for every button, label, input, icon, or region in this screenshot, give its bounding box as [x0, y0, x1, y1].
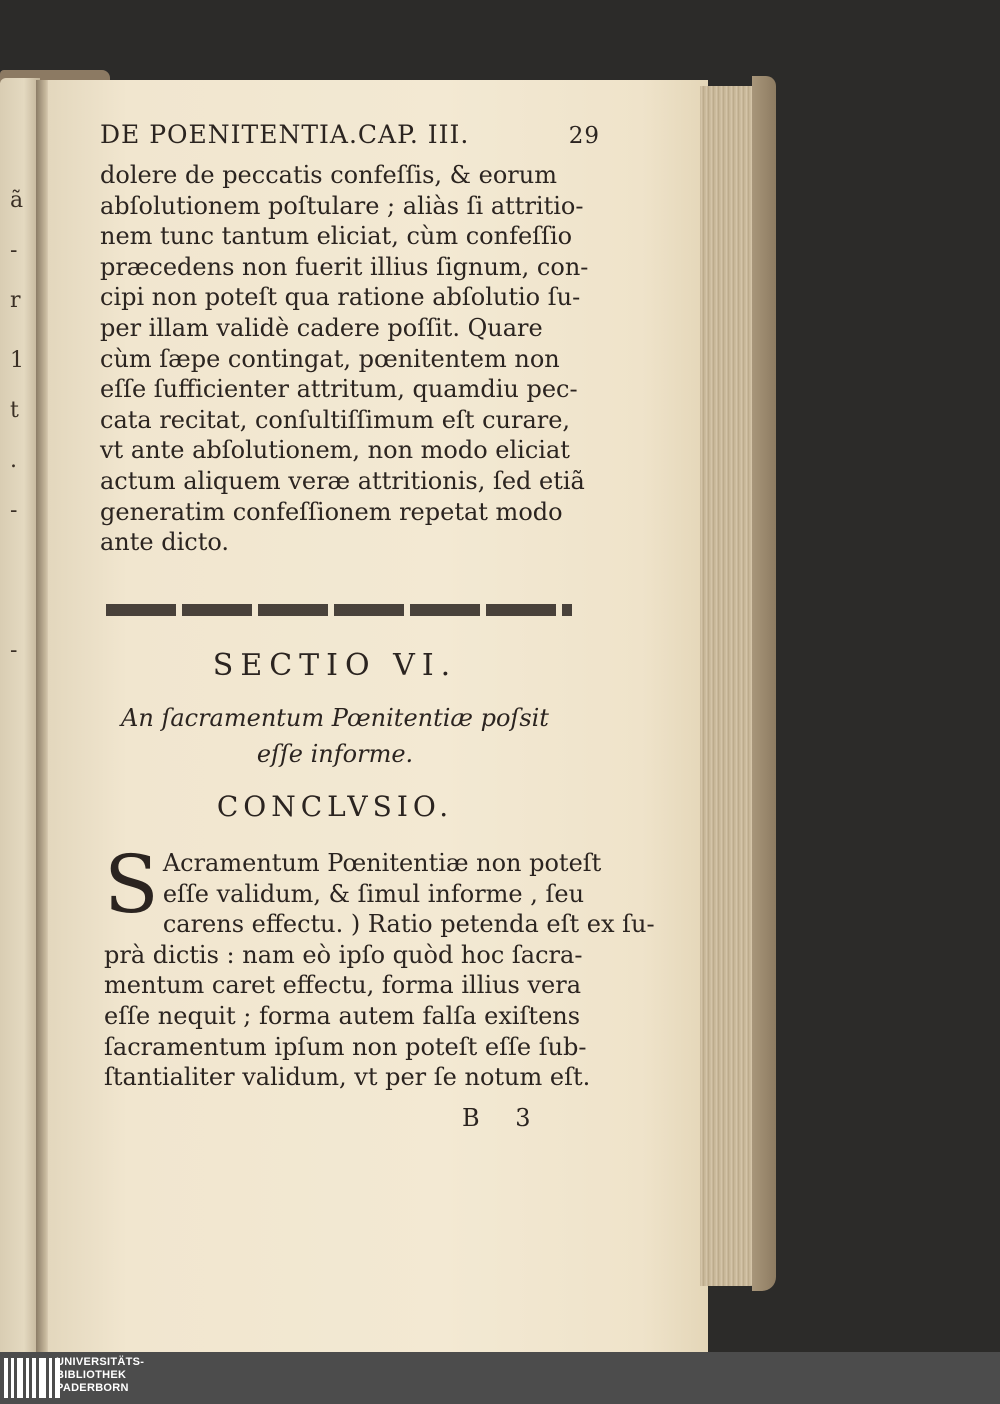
left-page-fragment: .: [10, 448, 17, 473]
ornamental-rule: [106, 604, 572, 616]
signature-mark: B 3: [462, 1104, 545, 1132]
library-name-line: BIBLIOTHEK: [56, 1369, 127, 1381]
text-line: Acramentum Pœnitentiæ non poteſt: [162, 849, 602, 877]
left-page-fragment: -: [10, 238, 18, 263]
library-logo-icon: [4, 1358, 60, 1398]
text-line: ſtantialiter validum, vt per ſe notum eſt.: [104, 1063, 591, 1092]
text-line: cipi non poteſt qua ratione abſolutio ſu-: [100, 283, 581, 312]
library-name-line: UNIVERSITÄTS-: [56, 1356, 145, 1368]
left-page-sliver: [0, 78, 40, 1352]
text-line: carens effectu. ) Ratio petenda eſt ex ſu-: [162, 910, 655, 939]
text-line: generatim confeſſionem repetat modo: [100, 497, 563, 526]
library-name-line: PADERBORN: [56, 1382, 129, 1394]
page-edges: [700, 86, 760, 1286]
running-head-title: DE POENITENTIA.CAP. III.: [100, 120, 470, 149]
page-number: 29: [568, 123, 600, 149]
text-line: mentum caret effectu, forma illius vera: [104, 971, 582, 1000]
running-header: [100, 120, 600, 160]
conclusio-paragraph: [104, 838, 655, 1093]
text-line: eſſe validum, & ſimul informe , ſeu: [162, 879, 585, 908]
left-page-fragment: r: [10, 288, 21, 313]
section-heading: SECTIO VI.: [212, 648, 458, 683]
text-line: per illam validè cadere poſſit. Quare: [100, 313, 543, 342]
drop-cap: S: [104, 838, 159, 931]
text-line: abſolutionem poſtulare ; aliàs ſi attritio-: [100, 191, 584, 220]
library-name: [56, 1356, 144, 1395]
text-line: nem tunc tantum eliciat, cùm confeſſio: [100, 222, 573, 251]
text-line: actum aliquem veræ attritionis, ſed etiã: [100, 466, 585, 495]
page-content: [100, 120, 600, 558]
text-line: præcedens non fuerit illius ſignum, con-: [100, 252, 589, 281]
text-line: prà dictis : nam eò ipſo quòd hoc ſacra-: [104, 940, 583, 969]
left-page-fragment: -: [10, 638, 18, 663]
right-cover-edge: [752, 76, 776, 1291]
left-page-fragment: -: [10, 498, 18, 523]
text-line: eſſe nequit ; forma autem falſa exiſtens: [104, 1001, 581, 1030]
body-paragraph: [100, 160, 600, 558]
section-subtitle-line: eſſe informe.: [256, 740, 414, 768]
text-line: cata recitat, conſultiſſimum eſt curare,: [100, 405, 571, 434]
text-line: vt ante abſolutionem, non modo eliciat: [100, 436, 570, 465]
conclusio-heading: CONCLVSIO.: [216, 790, 454, 823]
section-subtitle-line: An ſacramentum Pœnitentiæ poſsit: [121, 704, 549, 732]
text-line: dolere de peccatis confeſſis, & eorum: [100, 161, 557, 189]
left-page-fragment: 1: [10, 348, 24, 373]
library-footer: [0, 1352, 1000, 1404]
text-line: ante dicto.: [100, 528, 230, 557]
left-page-fragment: t: [10, 398, 19, 423]
section-subtitle: [100, 700, 570, 772]
text-line: ſacramentum ipſum non poteſt eſſe ſub-: [104, 1032, 587, 1061]
text-line: cùm ſæpe contingat, pœnitentem non: [100, 344, 560, 373]
left-page-fragment: ã: [10, 188, 24, 213]
text-line: eſſe ſufficienter attritum, quamdiu pec-: [100, 375, 578, 404]
